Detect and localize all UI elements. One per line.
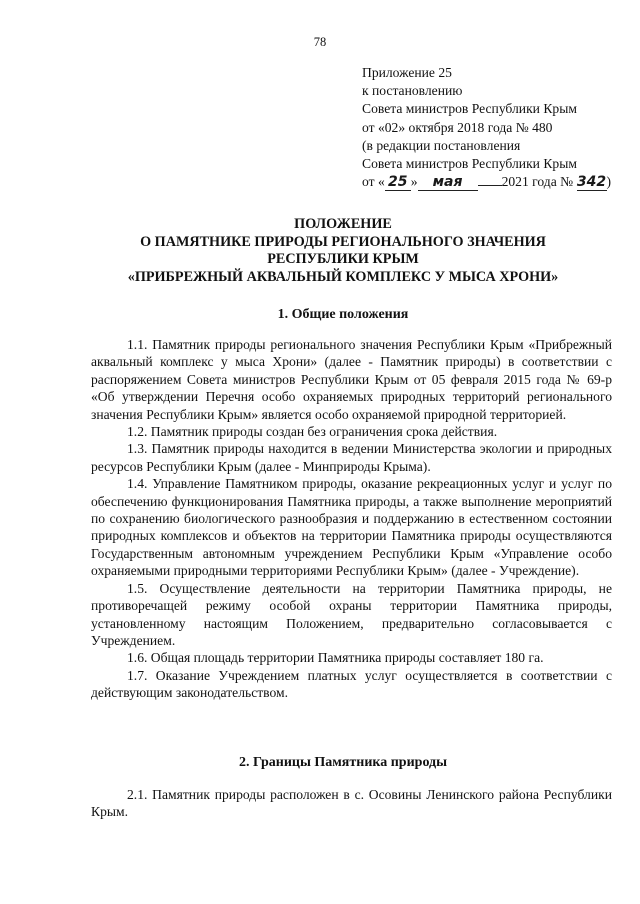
paragraph: 1.4. Управление Памятником природы, оказание рекреационных услуг и услуг по обеспечению функционирования Памятника природы, а также выполнение мероприятий по сохранению биологического разнообразия и поддержанию в естественном состоянии природных комплексов и объектов на территории Памятника природы осуществляются Государственным автономным учреждением Республики Крым «Управление особо охраняемыми природными территориями Республики Крым» (далее - Учреждение).	[91, 476, 612, 579]
date-prefix: от «	[362, 174, 385, 190]
title-line: О ПАМЯТНИКЕ ПРИРОДЫ РЕГИОНАЛЬНОГО ЗНАЧЕНИЯ	[140, 233, 546, 250]
paragraph: 1.2. Памятник природы создан без ограничения срока действия.	[127, 424, 498, 440]
title-line: РЕСПУБЛИКИ КРЫМ	[267, 251, 419, 268]
handwritten-month: мая	[418, 175, 478, 191]
appendix-date-line: от « 25 » мая 2021 года № 342)	[362, 174, 612, 191]
paragraph: 2.1. Памятник природы расположен в с. Осовины Ленинского района Республики Крым.	[91, 787, 612, 820]
title-line: ПОЛОЖЕНИЕ	[294, 216, 392, 232]
paragraph: 1.3. Памятник природы находится в ведении Министерства экологии и природных ресурсов Республики Крым (далее - Минприроды Крыма).	[91, 441, 612, 474]
appendix-block	[362, 64, 632, 191]
section-1-body	[91, 336, 612, 702]
section-2-body	[91, 786, 612, 821]
section-heading: 1. Общие положения	[277, 307, 409, 322]
document-title	[60, 216, 626, 286]
handwritten-number: 342	[576, 174, 607, 191]
section-heading: 2. Границы Памятника природы	[238, 755, 448, 770]
paragraph: 1.7. Оказание Учреждением платных услуг осуществляется в соответствии с действующим законодательством.	[91, 667, 612, 701]
paragraph: 1.6. Общая площадь территории Памятника природы составляет 180 га.	[127, 650, 544, 666]
handwritten-day: 25	[385, 175, 411, 191]
title-line: «ПРИБРЕЖНЫЙ АКВАЛЬНЫЙ КОМПЛЕКС У МЫСА ХРОНИ»	[127, 268, 559, 285]
closing-paren: )	[606, 174, 612, 190]
paragraph: 1.1. Памятник природы регионального значения Республики Крым «Прибрежный аквальный комплекс у мыса Хрони» (далее - Памятник природы) в соответствии с распоряжением Совета министров Республики Крым от 05 февраля 2015 года № 69-р «Об утверждении Перечня особо охраняемых природных территорий регионального значения Республики Крым» является особо охраняемой природной территорией.	[91, 337, 612, 422]
paragraph: 1.5. Осуществление деятельности на территории Памятника природы, не противоречащей режиму особой охраны территории Памятника природы, установленному настоящим Положением, предварительно согласовывается с Учреждением.	[91, 580, 612, 648]
appendix-line: Приложение 25	[362, 65, 452, 80]
appendix-line: (в редакции постановления	[362, 137, 521, 153]
blank-underline	[478, 185, 502, 186]
appendix-line: от «02» октября 2018 года № 480	[362, 119, 553, 135]
appendix-line: Совета министров Республики Крым	[362, 156, 577, 172]
appendix-line: Совета министров Республики Крым	[362, 101, 577, 117]
year-text: 2021 года №	[501, 174, 574, 190]
appendix-line: к постановлению	[362, 83, 463, 99]
page-number: 78	[313, 35, 327, 49]
